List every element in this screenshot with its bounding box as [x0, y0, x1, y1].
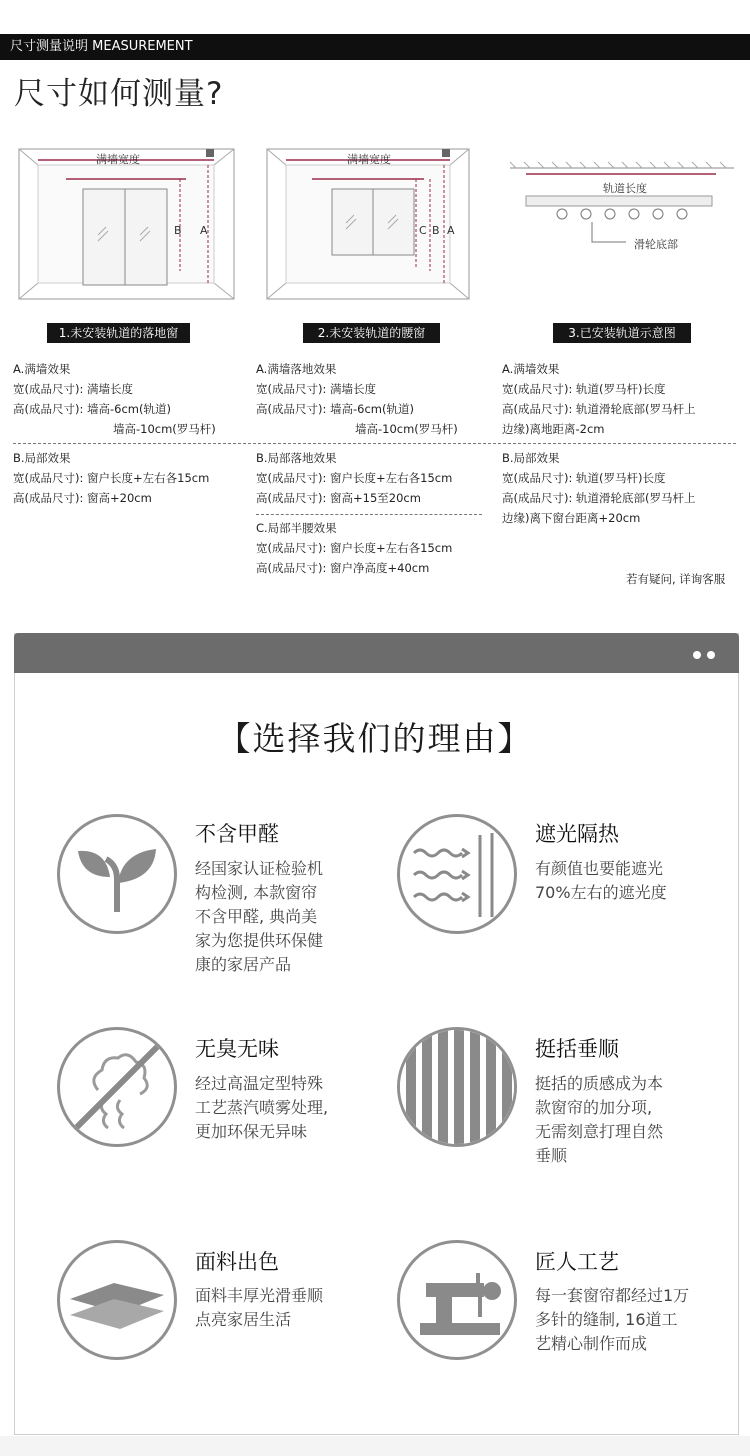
- feature-title: 面料出色: [195, 1250, 279, 1274]
- feature-title: 遮光隔热: [535, 822, 619, 846]
- col2-c-title: C.局部半腰效果: [256, 521, 337, 535]
- feature-title: 匠人工艺: [535, 1250, 619, 1274]
- diagram1-caption: 1.未安装轨道的落地窗: [47, 323, 190, 343]
- col3-b-title: B.局部效果: [502, 451, 560, 465]
- col2-divider: [256, 514, 482, 515]
- section-divider: [13, 443, 736, 444]
- feature-desc: 经过高温定型特殊 工艺蒸汽喷雾处理, 更加环保无异味: [195, 1074, 329, 1141]
- curtain-folds-icon: [397, 1027, 517, 1147]
- col3-b-line: 宽(成品尺寸): 轨道(罗马杆)长度: [502, 471, 666, 485]
- diagram2-label-c: C: [419, 224, 427, 237]
- feature-title: 挺括垂顺: [535, 1037, 619, 1061]
- diagram-floor-window: [18, 143, 240, 303]
- col3-a-title: A.满墙效果: [502, 362, 560, 376]
- col2-a-line: 高(成品尺寸): 墙高-6cm(轨道): [256, 402, 414, 416]
- col1-a-line: 墙高-10cm(罗马杆): [113, 422, 216, 436]
- heat-wave-icon: [397, 814, 517, 934]
- no-smell-icon: [57, 1027, 177, 1147]
- feature-desc: 有颜值也要能遮光 70%左右的遮光度: [535, 859, 667, 902]
- diagram3-track-label: 轨道长度: [603, 182, 647, 195]
- col3-a-line: 边缘)离地距离-2cm: [502, 422, 605, 436]
- diagram-installed-track: [506, 160, 738, 260]
- col2-a-title: A.满墙落地效果: [256, 362, 337, 376]
- reasons-title: 【选择我们的理由】: [217, 719, 533, 758]
- diagram1-width-label: 满墙宽度: [96, 153, 140, 166]
- section-header-label: 尺寸测量说明 MEASUREMENT: [10, 39, 193, 54]
- feature-desc: 面料丰厚光滑垂顺 点亮家居生活: [195, 1286, 324, 1329]
- feature-title: 无臭无味: [195, 1037, 279, 1061]
- col2-a-line: 墙高-10cm(罗马杆): [355, 422, 458, 436]
- reasons-panel-header: [14, 633, 739, 673]
- col1-a-line: 宽(成品尺寸): 满墙长度: [13, 382, 134, 396]
- col1-a-line: 高(成品尺寸): 墙高-6cm(轨道): [13, 402, 171, 416]
- contact-note: 若有疑问, 详询客服: [626, 572, 726, 586]
- page-title: 尺寸如何测量?: [14, 76, 224, 112]
- col2-b-line: 高(成品尺寸): 窗高+15至20cm: [256, 491, 421, 505]
- diagram3-caption: 3.已安装轨道示意图: [553, 323, 691, 343]
- diagram1-label-b: B: [174, 224, 182, 237]
- col3-a-line: 宽(成品尺寸): 轨道(罗马杆)长度: [502, 382, 666, 396]
- col3-b-line: 边缘)离下窗台距离+20cm: [502, 511, 641, 525]
- feature-title: 不含甲醛: [195, 822, 279, 846]
- feature-desc: 经国家认证检验机 构检测, 本款窗帘 不含甲醛, 典尚美 家为您提供环保健 康的家居产品: [195, 859, 324, 974]
- diagram2-width-label: 满墙宽度: [347, 153, 391, 166]
- diagram-waist-window: [266, 143, 472, 303]
- diagram1-label-a: A: [200, 224, 208, 237]
- header-dot: [707, 651, 715, 659]
- bottom-strip: [0, 1436, 750, 1456]
- col2-c-line: 高(成品尺寸): 窗户净高度+40cm: [256, 561, 430, 575]
- col3-a-line: 高(成品尺寸): 轨道滑轮底部(罗马杆上: [502, 402, 696, 416]
- col1-b-line: 高(成品尺寸): 窗高+20cm: [13, 491, 152, 505]
- col2-c-line: 宽(成品尺寸): 窗户长度+左右各15cm: [256, 541, 453, 555]
- col2-a-line: 宽(成品尺寸): 满墙长度: [256, 382, 377, 396]
- feature-desc: 每一套窗帘都经过1万 多针的缝制, 16道工 艺精心制作而成: [535, 1286, 690, 1353]
- header-dot: [693, 651, 701, 659]
- col2-b-line: 宽(成品尺寸): 窗户长度+左右各15cm: [256, 471, 453, 485]
- diagram2-caption: 2.未安装轨道的腰窗: [303, 323, 440, 343]
- col3-b-line: 高(成品尺寸): 轨道滑轮底部(罗马杆上: [502, 491, 696, 505]
- diagram2-label-b: B: [432, 224, 440, 237]
- diagram3-pulley-label: 滑轮底部: [634, 238, 678, 251]
- col1-b-title: B.局部效果: [13, 451, 71, 465]
- fabric-layers-icon: [57, 1240, 177, 1360]
- sewing-machine-icon: [397, 1240, 517, 1360]
- diagram2-label-a: A: [447, 224, 455, 237]
- col2-b-title: B.局部落地效果: [256, 451, 337, 465]
- section-header-bar: [0, 34, 750, 60]
- feature-desc: 挺括的质感成为本 款窗帘的加分项, 无需刻意打理自然 垂顺: [535, 1074, 664, 1165]
- col1-a-title: A.满墙效果: [13, 362, 71, 376]
- leaf-icon: [57, 814, 177, 934]
- col1-b-line: 宽(成品尺寸): 窗户长度+左右各15cm: [13, 471, 210, 485]
